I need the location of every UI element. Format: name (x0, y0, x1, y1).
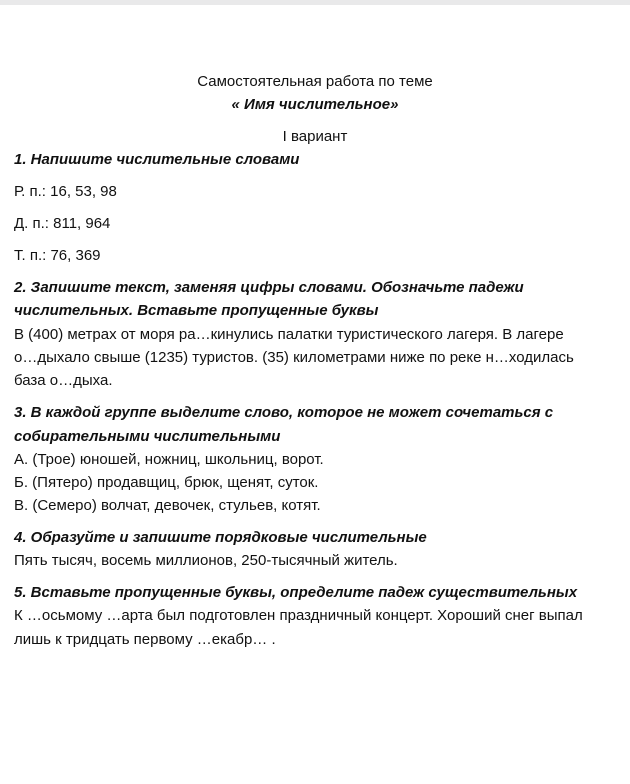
task3-heading: 3. В каждой группе выделите слово, которое не может сочетаться с (14, 404, 554, 421)
task3-heading: собирательными числительными (14, 428, 281, 445)
page-subtitle: « Имя числительное» (231, 96, 399, 113)
task4-heading: 4. Образуйте и запишите порядковые числительные (14, 529, 427, 546)
task1-line: Т. п.: 76, 369 (14, 247, 101, 264)
task2-heading: 2. Запишите текст, заменяя цифры словами. Обозначьте падежи (14, 279, 524, 296)
task3-line: А. (Трое) юношей, ножниц, школьниц, ворот. (14, 451, 324, 468)
task2-text: о…дыхало свыше (1235) туристов. (35) километрами ниже по реке н…ходилась (14, 349, 574, 366)
task3-line: Б. (Пятеро) продавщиц, брюк, щенят, суток. (14, 474, 319, 491)
variant-label: I вариант (282, 128, 348, 145)
task2-heading: числительных. Вставьте пропущенные буквы (14, 302, 379, 319)
task5-text: К …осьмому …арта был подготовлен праздничный концерт. Хороший снег выпал (14, 607, 583, 624)
task1-line: Р. п.: 16, 53, 98 (14, 183, 117, 200)
task1-heading: 1. Напишите числительные словами (14, 151, 300, 168)
task5-heading: 5. Вставьте пропущенные буквы, определите падеж существительных (14, 584, 578, 601)
task5-text: лишь к тридцать первому …екабр… . (14, 631, 276, 648)
task2-text: база о…дыха. (14, 372, 113, 389)
task2-text: В (400) метрах от моря ра…кинулись палатки туристического лагеря. В лагере (14, 326, 564, 343)
page-title: Самостоятельная работа по теме (197, 73, 433, 90)
task4-text: Пять тысяч, восемь миллионов, 250-тысячный житель. (14, 552, 398, 569)
task1-line: Д. п.: 811, 964 (14, 215, 111, 232)
task3-line: В. (Семеро) волчат, девочек, стульев, котят. (14, 497, 321, 514)
